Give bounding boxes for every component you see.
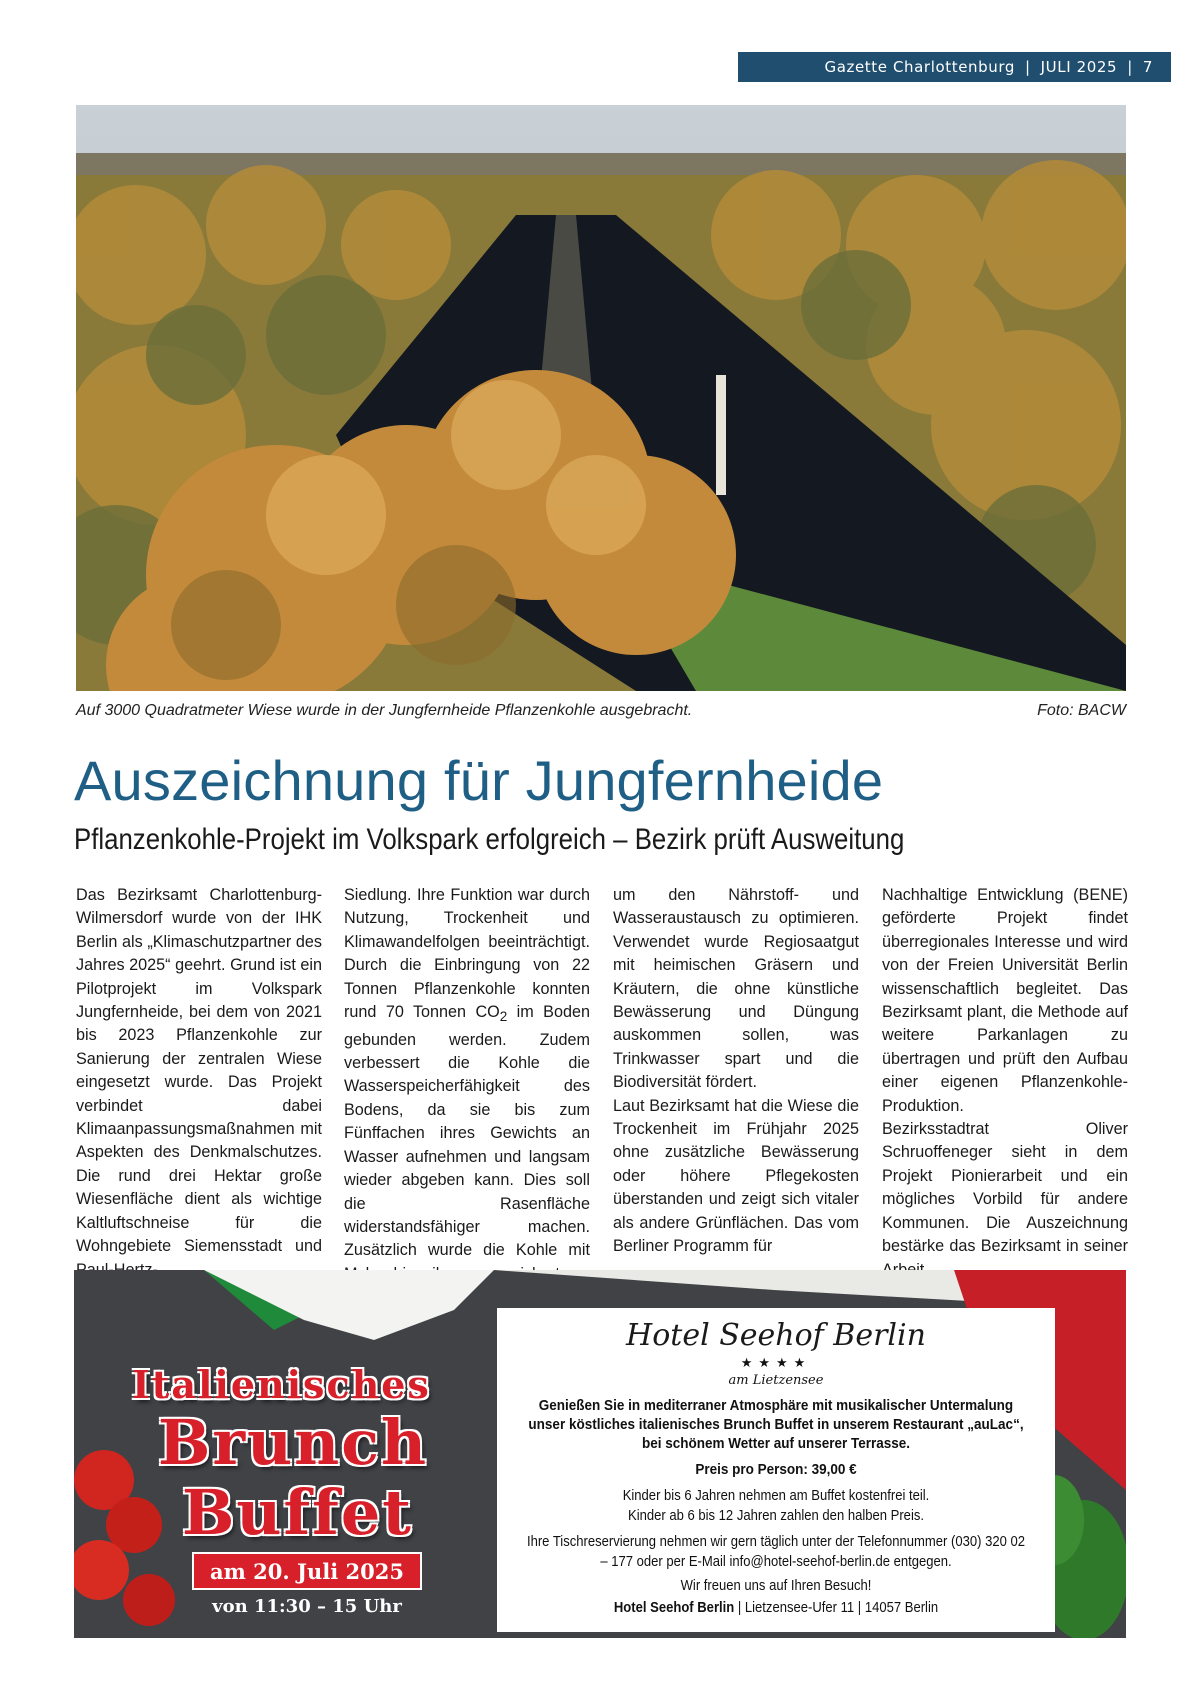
ad-price: Preis pro Person: 39,00 €	[695, 1461, 857, 1478]
article-column-3	[613, 884, 859, 1259]
ad-promo-block	[74, 1270, 504, 1638]
ad-address-name: Hotel Seehof Berlin	[613, 1600, 735, 1616]
publication-name: Gazette Charlottenburg	[824, 58, 1015, 76]
ad-address-rest: | Lietzensee-Ufer 11 | 14057 Berlin	[734, 1600, 939, 1616]
article-paragraph: Laut Bezirksamt hat die Wiese die Trockenheit im Frühjahr 2025 ohne zusätzliche Bewässerung oder höhere Pflegekosten überstanden und zeigt sich vitaler als andere Grünflächen. Das vom Berliner Programm für	[613, 1096, 859, 1256]
ad-kids-line: Kinder ab 6 bis 12 Jahren zahlen den halben Preis.	[627, 1508, 925, 1524]
article-paragraph: Bezirksstadtrat Oliver Schruoffeneger sieht in dem Projekt Pionierarbeit und ein mögliches Vorbild für andere Kommunen. Die Auszeichnung bestärke das Bezirksamt in seiner	[882, 1120, 1128, 1256]
ad-intro-text: Genießen Sie in mediterraner Atmosphäre mit musikalischer Untermalung unser köstliches italienisches Brunch Buffet in unserem Restaurant „auLac“, bei schönem Wetter auf unserer Terrasse.	[528, 1397, 1024, 1452]
park-aerial-illustration	[76, 105, 1126, 691]
page-header-bar	[738, 52, 1171, 82]
ad-thanks: Wir freuen uns auf Ihren Besuch!	[680, 1578, 872, 1594]
article-column-2	[344, 884, 590, 1286]
page-number: 7	[1142, 58, 1153, 76]
article-headline: Auszeichnung für Jungfernheide	[74, 749, 884, 812]
hotel-location-tag: am Lietzensee	[728, 1373, 824, 1388]
article-paragraph: um den Nährstoff- und Wasseraustausch zu optimieren. Verwendet wurde Regiosaatgut mit heimischen Gräsern und Kräutern, die ohne künstliche Bewässerung und Düngung auskommen sollen, was Trinkwasser spart und die Biodiversität fördert.	[613, 886, 859, 1092]
paragraph-text: Siedlung. Ihre Funktion war durch Nutzung, Trockenheit und Klimawandelfolgen beeinträchtigt. Durch die Einbringung von 22 Tonnen Pflanzenkohle konnten rund 70 Tonnen CO	[344, 886, 590, 1022]
advertisement-brunch	[74, 1270, 1126, 1638]
paragraph-text: im Boden gebunden werden. Zudem verbessert die Kohle die Wasserspeicherfähigkeit des Bodens, da sie bis zum Fünffachen ihres Gewichts an Wasser aufnehmen und langsam wieder abgeben kann. Dies soll die Rasenfläche widerstandsfähiger machen. Zusätzlich wurde die Kohle mit	[344, 1003, 590, 1260]
article-paragraph: Das Bezirksamt Charlottenburg-Wilmersdorf wurde von der IHK Berlin als „Klimaschutzpartner des Jahres 2025“ geehrt. Grund ist ein Pilotprojekt im Volkspark Jungfernheide, bei dem von 2021 bis 2023 Pflanzenkohle zur Sanierung der zentralen Wiese eingesetzt wurde. Das Projekt verbindet dabei Klimaanpassungsmaßnahmen mit Aspekten des Denkmalschutzes. Die rund drei Hektar große Wiesenfläche dient als wichtige Kaltluftschneise für die Wohngebiete Siemensstadt und	[76, 886, 322, 1256]
ad-reservation: Ihre Tischreservierung nehmen wir gern täglich unter der Telefonnummer (030) 320 02 – 177 oder per E-Mail info@hotel-seehof-berlin.de entgegen.	[526, 1534, 1026, 1570]
article-paragraph	[344, 884, 590, 1286]
photo-credit: Foto: BACW	[1037, 702, 1126, 719]
ad-kids-line: Kinder bis 6 Jahren nehmen am Buffet kostenfrei teil.	[622, 1488, 930, 1504]
ad-body	[525, 1396, 1027, 1616]
ad-title-line: Italienisches	[132, 1362, 431, 1407]
header-separator: |	[1127, 58, 1133, 76]
ad-title-line: Buffet	[182, 1476, 413, 1549]
ad-time: von 11:30 – 15 Uhr	[212, 1596, 402, 1617]
hotel-stars: ★★★★	[740, 1355, 812, 1370]
ad-date-badge: am 20. Juli 2025	[192, 1552, 422, 1590]
subscript-2: 2	[499, 1009, 508, 1025]
issue-label: JULI 2025	[1040, 58, 1118, 76]
header-separator: |	[1025, 58, 1031, 76]
article-photo	[76, 105, 1126, 691]
article-column-1	[76, 884, 322, 1282]
ad-info-card	[497, 1308, 1055, 1632]
ad-title-line: Brunch	[158, 1406, 429, 1479]
hotel-logo-name: Hotel Seehof Berlin	[626, 1318, 926, 1353]
article-body	[76, 884, 1128, 1260]
ad-address	[525, 1600, 1027, 1616]
ad-kids-info	[525, 1486, 1027, 1526]
article-paragraph: Nachhaltige Entwicklung (BENE) geförderte Projekt findet überregionales Interesse und wird von der Freien Universität Berlin wissenschaftlich begleitet. Das Bezirksamt plant, die Methode auf weitere Parkanlagen zu übertragen und prüft den Aufbau einer eigenen Pflanzenkohle-Produktion.	[882, 886, 1128, 1115]
photo-caption: Auf 3000 Quadratmeter Wiese wurde in der Jungfernheide Pflanzenkohle ausgebracht.	[76, 702, 693, 719]
article-subheadline: Pflanzenkohle-Projekt im Volkspark erfolgreich – Bezirk prüft Ausweitung	[74, 823, 905, 856]
article-column-4	[882, 884, 1128, 1282]
